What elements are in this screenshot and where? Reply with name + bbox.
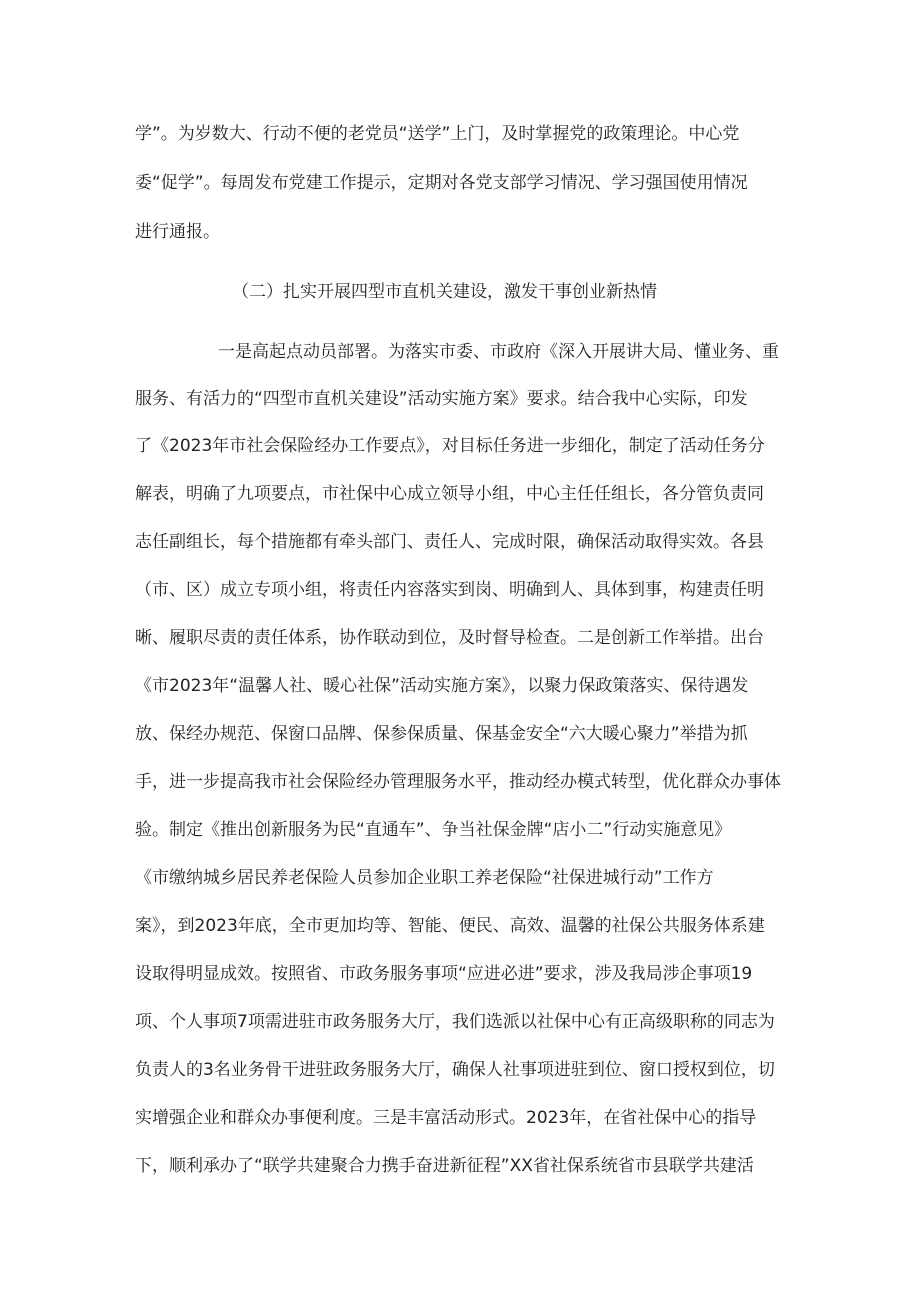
para2-line-7: 晰、履职尽责的责任体系，协作联动到位，及时督导检查。二是创新工作举措。出台 — [135, 628, 764, 648]
para2-line-1: 一是高起点动员部署。为落实市委、市政府《深入开展讲大局、懂业务、重 — [218, 342, 779, 362]
para2-line-17: 实增强企业和群众办事便利度。三是丰富活动形式。2023年，在省社保中心的指导 — [135, 1108, 757, 1128]
para2-line-6: （市、区）成立专项小组，将责任内容落实到岗、明确到人、具体到事，构建责任明 — [135, 580, 764, 600]
para2-line-4: 解表，明确了九项要点，市社保中心成立领导小组，中心主任任组长，各分管负责同 — [135, 484, 764, 504]
para2-line-13: 案》，到2023年底，全市更加均等、智能、便民、高效、温馨的社保公共服务体系建 — [135, 916, 765, 936]
para2-line-16: 负责人的3名业务骨干进驻政务服务大厅，确保人社事项进驻到位、窗口授权到位，切 — [135, 1060, 775, 1080]
para2-line-10: 手，进一步提高我市社会保险经办管理服务水平，推动经办模式转型，优化群众办事体 — [135, 772, 781, 792]
section-heading: （二）扎实开展四型市直机关建设，激发干事创业新热情 — [232, 282, 657, 302]
para2-line-5: 志任副组长，每个措施都有牵头部门、责任人、完成时限，确保活动取得实效。各县 — [135, 532, 764, 552]
para2-line-15: 项、个人事项7项需进驻市政务服务大厅，我们选派以社保中心有正高级职称的同志为 — [135, 1012, 775, 1032]
para2-line-8: 《市2023年“温馨人社、暖心社保”活动实施方案》，以聚力保政策落实、保待遇发 — [135, 676, 749, 696]
para2-line-12: 《市缴纳城乡居民养老保险人员参加企业职工养老保险“社保进城行动”工作方 — [135, 868, 714, 888]
para2-line-2: 服务、有活力的“四型市直机关建设”活动实施方案》要求。结合我中心实际，印发 — [135, 389, 748, 409]
para2-line-14: 设取得明显成效。按照省、市政务服务事项“应进必进”要求，涉及我局涉企事项19 — [135, 964, 753, 984]
para2-line-9: 放、保经办规范、保窗口品牌、保参保质量、保基金安全“六大暖心聚力”举措为抓 — [135, 724, 748, 744]
para1-line-2: 委“促学”。每周发布党建工作提示，定期对各党支部学习情况、学习强国使用情况 — [135, 173, 748, 193]
para2-line-11: 验。制定《推出创新服务为民“直通车”、争当社保金牌“店小二”行动实施意见》 — [135, 820, 732, 840]
para1-line-3: 进行通报。 — [135, 222, 220, 242]
para2-line-3: 了《2023年市社会保险经办工作要点》，对目标任务进一步细化，制定了活动任务分 — [135, 436, 765, 456]
para2-line-18: 下，顺利承办了“联学共建聚合力携手奋进新征程”XX省社保系统省市县联学共建活 — [135, 1156, 754, 1176]
para1-line-1: 学”。为岁数大、行动不便的老党员“送学”上门，及时掌握党的政策理论。中心党 — [135, 124, 740, 144]
